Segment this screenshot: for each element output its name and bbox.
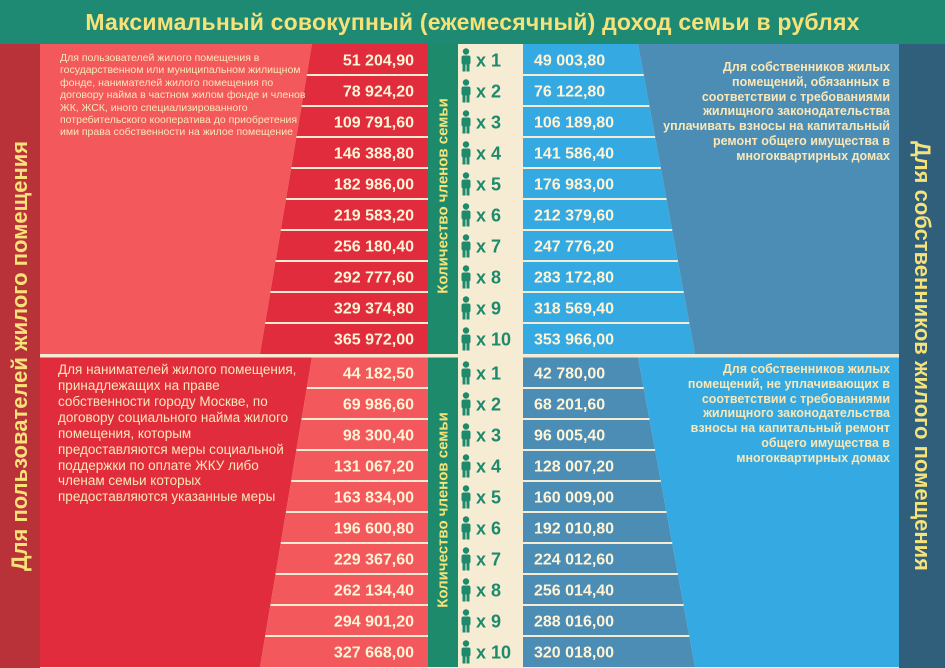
right-value: 320 018,00 bbox=[534, 644, 615, 662]
members-axis-label-bottom: Количество членов семьи bbox=[434, 412, 452, 608]
person-icon-body bbox=[462, 180, 471, 189]
left-value: 294 901,20 bbox=[333, 613, 414, 631]
members-axis-label-top: Количество членов семьи bbox=[434, 98, 452, 294]
person-icon bbox=[463, 361, 469, 367]
left-value: 69 986,60 bbox=[342, 396, 414, 414]
person-icon bbox=[463, 203, 469, 209]
person-icon-body bbox=[462, 304, 471, 313]
person-icon-leg bbox=[467, 377, 470, 385]
person-icon-leg bbox=[463, 563, 466, 571]
right-value: 212 379,60 bbox=[534, 207, 615, 225]
person-icon-leg bbox=[463, 625, 466, 633]
person-icon bbox=[463, 296, 469, 302]
person-icon-leg bbox=[467, 95, 470, 103]
right-value: 353 966,00 bbox=[534, 331, 615, 349]
person-icon-leg bbox=[467, 126, 470, 134]
person-icon bbox=[463, 172, 469, 178]
right-value: 68 201,60 bbox=[534, 396, 606, 414]
family-size-label: x 1 bbox=[476, 363, 502, 384]
left-value: 131 067,20 bbox=[333, 458, 414, 476]
right-note-top: Для собственников жилых помещений, обязанных в соответствии с требованиями жилищного законодательства уплачивать взносы на капитальный ремонт общего имущества в многоквартирных домах bbox=[663, 60, 890, 163]
left-value: 44 182,50 bbox=[342, 365, 414, 383]
family-size-label: x 6 bbox=[476, 205, 502, 226]
person-icon-leg bbox=[463, 188, 466, 196]
family-size-label: x 10 bbox=[476, 329, 512, 350]
person-icon-leg bbox=[467, 281, 470, 289]
person-icon-leg bbox=[467, 656, 470, 664]
person-icon-body bbox=[462, 242, 471, 251]
right-vertical-label: Для собственников жилого помещения bbox=[910, 140, 935, 572]
person-icon-body bbox=[462, 617, 471, 626]
left-value: 327 668,00 bbox=[333, 644, 414, 662]
family-size-label: x 1 bbox=[476, 50, 502, 71]
person-icon-body bbox=[462, 400, 471, 409]
person-icon-leg bbox=[463, 250, 466, 258]
person-icon-body bbox=[462, 369, 471, 378]
person-icon-leg bbox=[463, 377, 466, 385]
person-icon-leg bbox=[463, 219, 466, 227]
person-icon-leg bbox=[463, 656, 466, 664]
person-icon bbox=[463, 327, 469, 333]
family-size-label: x 9 bbox=[476, 298, 502, 319]
person-icon-leg bbox=[463, 343, 466, 351]
person-icon-body bbox=[462, 87, 471, 96]
person-icon bbox=[463, 110, 469, 116]
left-value: 262 134,40 bbox=[333, 582, 414, 600]
person-icon-leg bbox=[467, 501, 470, 509]
page-title: Максимальный совокупный (ежемесячный) доход семьи в рублях bbox=[0, 0, 945, 44]
right-value: 106 189,80 bbox=[534, 114, 615, 132]
person-icon-leg bbox=[463, 95, 466, 103]
person-icon bbox=[463, 392, 469, 398]
right-value: 96 005,40 bbox=[534, 427, 606, 445]
left-value: 219 583,20 bbox=[333, 207, 414, 225]
person-icon-body bbox=[462, 56, 471, 65]
left-value: 196 600,80 bbox=[333, 520, 414, 538]
left-value: 78 924,20 bbox=[342, 83, 414, 101]
family-size-label: x 3 bbox=[476, 112, 502, 133]
left-value: 365 972,00 bbox=[333, 331, 414, 349]
person-icon bbox=[463, 640, 469, 646]
person-icon-leg bbox=[463, 470, 466, 478]
right-value: 288 016,00 bbox=[534, 613, 615, 631]
person-icon-leg bbox=[463, 408, 466, 416]
person-icon-body bbox=[462, 648, 471, 657]
right-value: 318 569,40 bbox=[534, 300, 615, 318]
person-icon-leg bbox=[463, 594, 466, 602]
family-size-label: x 6 bbox=[476, 518, 502, 539]
right-value: 76 122,80 bbox=[534, 83, 606, 101]
person-icon-leg bbox=[463, 439, 466, 447]
person-icon-leg bbox=[463, 312, 466, 320]
person-icon bbox=[463, 79, 469, 85]
person-icon bbox=[463, 234, 469, 240]
person-icon bbox=[463, 265, 469, 271]
person-icon bbox=[463, 516, 469, 522]
right-value: 224 012,60 bbox=[534, 551, 615, 569]
left-value: 229 367,60 bbox=[333, 551, 414, 569]
left-value: 329 374,80 bbox=[333, 300, 414, 318]
family-size-label: x 2 bbox=[476, 81, 502, 102]
left-value: 163 834,00 bbox=[333, 489, 414, 507]
person-icon-leg bbox=[467, 439, 470, 447]
person-icon-body bbox=[462, 335, 471, 344]
person-icon-body bbox=[462, 118, 471, 127]
person-icon-leg bbox=[467, 157, 470, 165]
right-value: 49 003,80 bbox=[534, 52, 606, 70]
person-icon bbox=[463, 578, 469, 584]
person-icon-body bbox=[462, 273, 471, 282]
person-icon-body bbox=[462, 431, 471, 440]
left-value: 182 986,00 bbox=[333, 176, 414, 194]
family-size-label: x 7 bbox=[476, 549, 502, 570]
family-size-label: x 4 bbox=[476, 143, 502, 164]
person-icon-body bbox=[462, 586, 471, 595]
right-value: 42 780,00 bbox=[534, 365, 606, 383]
person-icon bbox=[463, 609, 469, 615]
person-icon-leg bbox=[467, 532, 470, 540]
person-icon bbox=[463, 423, 469, 429]
person-icon-leg bbox=[467, 188, 470, 196]
left-note-top: Для пользователей жилого помещения в государственном или муниципальном жилищном фонде, нанимателей жилого помещения по договору найма в частном жилом фонде и членов ЖК, ЖСК, иного специализированного потребительского кооператива до приобретения ими права собственности на жилое помещение bbox=[60, 52, 306, 139]
family-size-label: x 3 bbox=[476, 425, 502, 446]
left-value: 109 791,60 bbox=[333, 114, 414, 132]
person-icon-leg bbox=[467, 64, 470, 72]
right-note-bottom: Для собственников жилых помещений, не уплачивающих в соответствии с требованиями жилищного законодательства взносы на капитальный ремонт общего имущества в многоквартирных домах bbox=[687, 362, 890, 465]
right-value: 256 014,40 bbox=[534, 582, 615, 600]
right-value: 283 172,80 bbox=[534, 269, 615, 287]
family-size-label: x 4 bbox=[476, 456, 502, 477]
family-size-label: x 8 bbox=[476, 580, 502, 601]
person-icon-leg bbox=[467, 312, 470, 320]
person-icon-leg bbox=[467, 470, 470, 478]
left-note-bottom: Для нанимателей жилого помещения, принадлежащих на праве собственности городу Москве, по договору социального найма жилого помещения, которым предоставляются меры социальной поддержки по оплате ЖКУ либо членам семьи которых предоставляются указанные меры bbox=[58, 362, 297, 505]
person-icon-body bbox=[462, 555, 471, 564]
person-icon-body bbox=[462, 149, 471, 158]
family-size-label: x 2 bbox=[476, 394, 502, 415]
person-icon bbox=[463, 141, 469, 147]
family-size-label: x 8 bbox=[476, 267, 502, 288]
right-value: 128 007,20 bbox=[534, 458, 615, 476]
family-size-label: x 9 bbox=[476, 611, 502, 632]
family-size-label: x 5 bbox=[476, 487, 502, 508]
person-icon bbox=[463, 454, 469, 460]
right-value: 192 010,80 bbox=[534, 520, 615, 538]
right-value: 247 776,20 bbox=[534, 238, 615, 256]
person-icon-leg bbox=[467, 408, 470, 416]
person-icon-leg bbox=[467, 594, 470, 602]
person-icon-leg bbox=[463, 532, 466, 540]
person-icon bbox=[463, 48, 469, 54]
left-value: 98 300,40 bbox=[342, 427, 414, 445]
family-size-label: x 10 bbox=[476, 642, 512, 663]
person-icon-leg bbox=[463, 157, 466, 165]
right-value: 160 009,00 bbox=[534, 489, 615, 507]
left-value: 256 180,40 bbox=[333, 238, 414, 256]
person-icon-leg bbox=[463, 501, 466, 509]
person-icon-leg bbox=[463, 126, 466, 134]
person-icon bbox=[463, 547, 469, 553]
family-size-label: x 5 bbox=[476, 174, 502, 195]
left-value: 51 204,90 bbox=[342, 52, 414, 70]
person-icon-leg bbox=[467, 625, 470, 633]
person-icon-leg bbox=[467, 343, 470, 351]
left-vertical-label: Для пользователей жилого помещения bbox=[7, 140, 32, 572]
person-icon bbox=[463, 485, 469, 491]
left-value: 292 777,60 bbox=[333, 269, 414, 287]
person-icon-body bbox=[462, 211, 471, 220]
person-icon-body bbox=[462, 493, 471, 502]
person-icon-leg bbox=[467, 250, 470, 258]
family-size-label: x 7 bbox=[476, 236, 502, 257]
person-icon-leg bbox=[467, 219, 470, 227]
person-icon-leg bbox=[463, 281, 466, 289]
person-icon-body bbox=[462, 524, 471, 533]
person-icon-leg bbox=[467, 563, 470, 571]
left-value: 146 388,80 bbox=[333, 145, 414, 163]
right-value: 176 983,00 bbox=[534, 176, 615, 194]
person-icon-body bbox=[462, 462, 471, 471]
right-value: 141 586,40 bbox=[534, 145, 615, 163]
person-icon-leg bbox=[463, 64, 466, 72]
